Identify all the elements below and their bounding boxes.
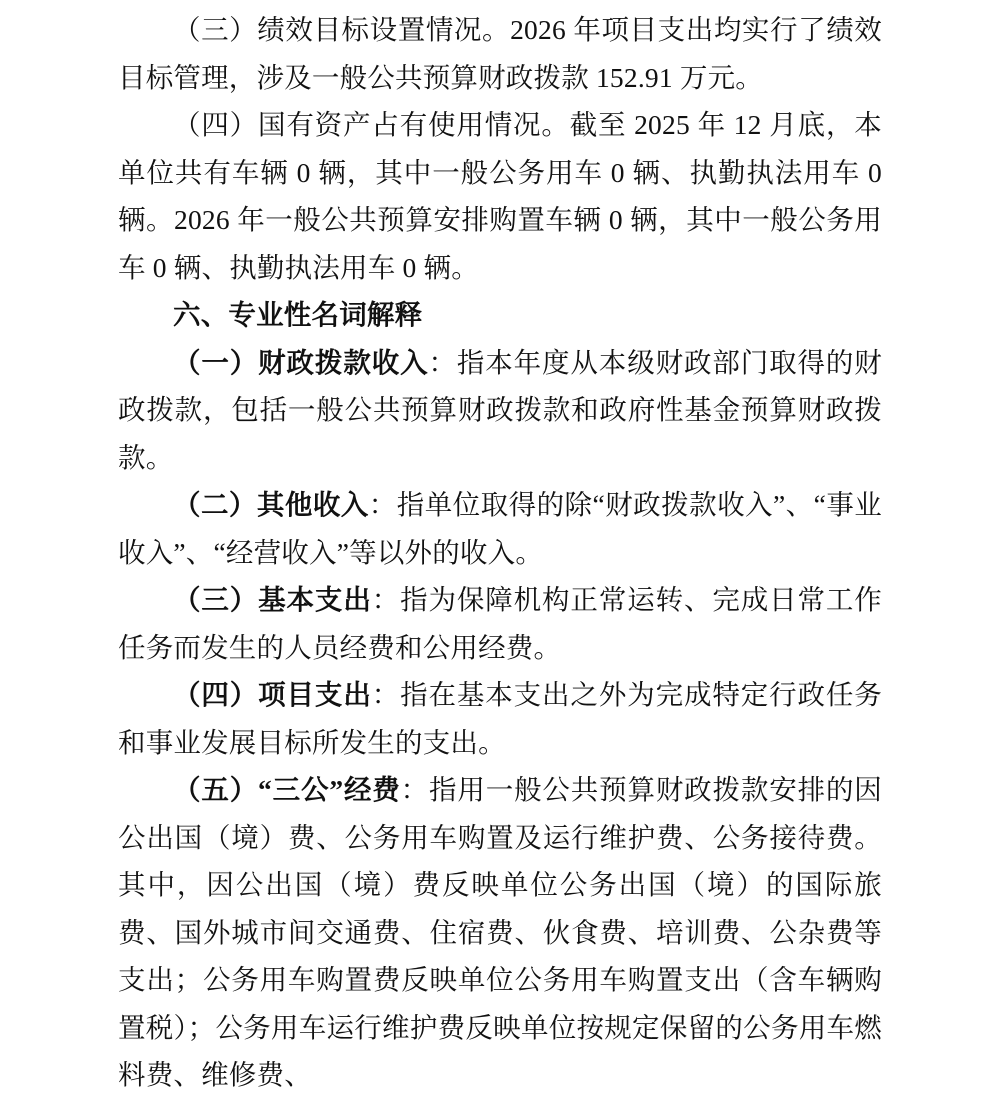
paragraph-term-project-expenditure: （四）项目支出：指在基本支出之外为完成特定行政任务和事业发展目标所发生的支出。	[118, 679, 882, 758]
term-label: （一）财政拨款收入	[173, 346, 429, 378]
term-label: （四）项目支出	[173, 679, 372, 710]
paragraph-state-assets: （四）国有资产占有使用情况。截至 2025 年 12 月底，本单位共有车辆 0 辆，其中一般公务用车 0 辆、执勤执法用车 0 辆。2026 年一般公共预算安排购置车辆 0 辆，其中一般公务用车 0 辆、执勤执法用车 0 辆。	[118, 109, 882, 283]
paragraph-term-basic-expenditure: （三）基本支出：指为保障机构正常运转、完成日常工作任务而发生的人员经费和公用经费。	[118, 584, 882, 663]
term-label: （五）“三公”经费	[173, 774, 401, 805]
paragraph-performance-goal: （三）绩效目标设置情况。2026 年项目支出均实行了绩效目标管理，涉及一般公共预算财政拨款 152.91 万元。	[118, 14, 882, 93]
section-heading-six: 六、专业性名词解释	[173, 299, 423, 330]
term-label: （三）基本支出	[173, 584, 372, 615]
term-label: （二）其他收入	[173, 489, 369, 520]
paragraph-term-three-public-expenses: （五）“三公”经费：指用一般公共预算财政拨款安排的因公出国（境）费、公务用车购置及运行维护费、公务接待费。其中，因公出国（境）费反映单位公务出国（境）的国际旅费、国外城市间交通费、住宿费、伙食费、培训费、公杂费等支出；公务用车购置费反映单位公务用车购置支出（含车辆购置税）；公务用车运行维护费反映单位按规定保留的公务用车燃料费、维修费、	[118, 774, 882, 1090]
paragraph-term-other-income: （二）其他收入：指单位取得的除“财政拨款收入”、“事业收入”、“经营收入”等以外的收入。	[118, 489, 882, 568]
paragraph-term-fiscal-appropriation-income: （一）财政拨款收入：指本年度从本级财政部门取得的财政拨款，包括一般公共预算财政拨款和政府性基金预算财政拨款。	[118, 346, 882, 473]
